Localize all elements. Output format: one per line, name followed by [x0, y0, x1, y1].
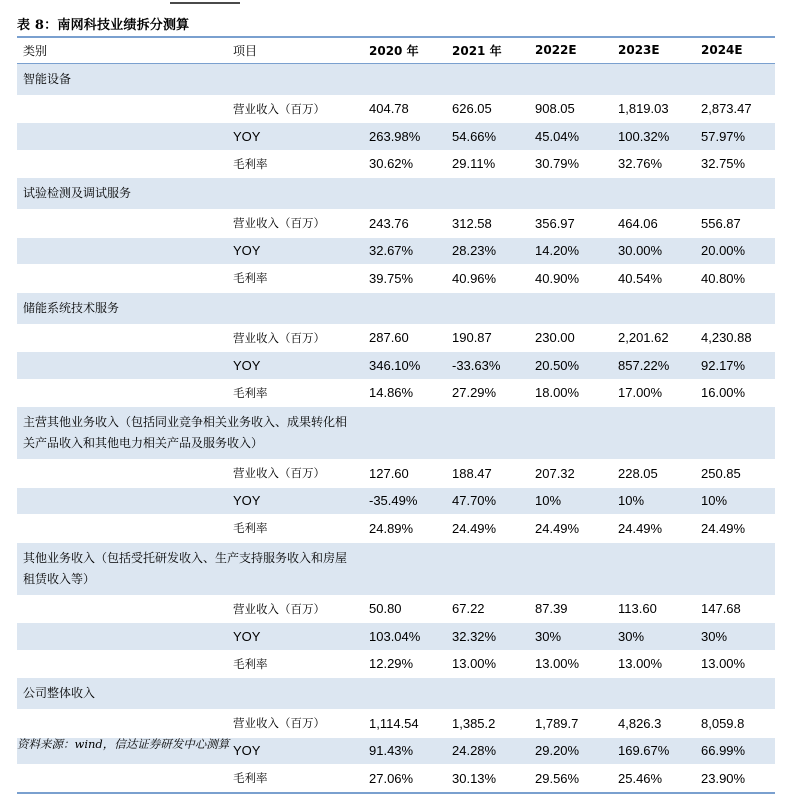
- value-cell: -35.49%: [369, 487, 452, 515]
- value-cell: 24.49%: [701, 515, 775, 543]
- value-cell: 10%: [535, 487, 618, 515]
- value-cell: 91.43%: [369, 737, 452, 765]
- empty-cell: [17, 487, 233, 515]
- empty-cell: [17, 210, 233, 238]
- row-item-label: 营业收入（百万）: [233, 95, 369, 123]
- value-cell: 356.97: [535, 210, 618, 238]
- value-cell: 20.50%: [535, 352, 618, 380]
- table-row: [17, 210, 775, 238]
- value-cell: 464.06: [618, 210, 701, 238]
- value-cell: 10%: [618, 487, 701, 515]
- row-item-label: 营业收入（百万）: [233, 324, 369, 352]
- value-cell: 57.97%: [701, 123, 775, 151]
- value-cell: 24.49%: [452, 515, 535, 543]
- value-cell: 50.80: [369, 595, 452, 623]
- category-text: 智能设备: [23, 71, 72, 86]
- value-cell: 16.00%: [701, 379, 775, 407]
- value-cell: 67.22: [452, 595, 535, 623]
- table-row: [17, 710, 775, 738]
- category-filler: [369, 678, 775, 710]
- category-text: 储能系统技术服务: [23, 300, 120, 315]
- table-row: [17, 623, 775, 651]
- table-row: [17, 595, 775, 623]
- table-row: [17, 150, 775, 178]
- category-label: [17, 178, 369, 210]
- value-cell: 190.87: [452, 324, 535, 352]
- value-cell: 556.87: [701, 210, 775, 238]
- category-row: [17, 407, 775, 460]
- table-body: [17, 63, 775, 793]
- table-row: [17, 324, 775, 352]
- value-cell: 2,873.47: [701, 95, 775, 123]
- row-item-label: 毛利率: [233, 379, 369, 407]
- category-text: 公司整体收入: [23, 686, 96, 700]
- empty-cell: [17, 710, 233, 738]
- value-cell: 14.86%: [369, 379, 452, 407]
- value-cell: 32.32%: [452, 623, 535, 651]
- value-cell: 13.00%: [452, 650, 535, 678]
- value-cell: 1,819.03: [618, 95, 701, 123]
- value-cell: 87.39: [535, 595, 618, 623]
- row-item-label: YOY: [233, 352, 369, 380]
- empty-cell: [17, 460, 233, 488]
- table-row: [17, 487, 775, 515]
- value-cell: 230.00: [535, 324, 618, 352]
- row-item-label: 毛利率: [233, 765, 369, 793]
- empty-cell: [17, 650, 233, 678]
- value-cell: 28.23%: [452, 237, 535, 265]
- header-category: 类别: [17, 37, 233, 63]
- row-item-label: 毛利率: [233, 650, 369, 678]
- row-item-label: YOY: [233, 123, 369, 151]
- category-filler: [369, 63, 775, 95]
- value-cell: 24.89%: [369, 515, 452, 543]
- header-year-2023e: 2023E: [618, 37, 701, 63]
- value-cell: 40.54%: [618, 265, 701, 293]
- empty-cell: [17, 123, 233, 151]
- value-cell: 908.05: [535, 95, 618, 123]
- empty-cell: [17, 379, 233, 407]
- value-cell: 54.66%: [452, 123, 535, 151]
- category-row: [17, 63, 775, 95]
- value-cell: 32.67%: [369, 237, 452, 265]
- value-cell: 4,230.88: [701, 324, 775, 352]
- value-cell: 23.90%: [701, 765, 775, 793]
- top-divider-fragment: [170, 0, 240, 4]
- category-label: [17, 292, 369, 324]
- value-cell: 45.04%: [535, 123, 618, 151]
- value-cell: 14.20%: [535, 237, 618, 265]
- header-year-2024e: 2024E: [701, 37, 775, 63]
- value-cell: 12.29%: [369, 650, 452, 678]
- value-cell: 103.04%: [369, 623, 452, 651]
- header-year-2021: 2021 年: [452, 37, 535, 63]
- value-cell: 24.28%: [452, 737, 535, 765]
- row-item-label: 营业收入（百万）: [233, 460, 369, 488]
- forecast-table: [17, 36, 775, 794]
- value-cell: 10%: [701, 487, 775, 515]
- empty-cell: [17, 595, 233, 623]
- source-note: 资料来源：wind，信达证券研发中心测算: [17, 737, 230, 751]
- category-row: [17, 292, 775, 324]
- table-row: [17, 265, 775, 293]
- value-cell: 24.49%: [618, 515, 701, 543]
- header-row: [17, 37, 775, 63]
- empty-cell: [17, 765, 233, 793]
- value-cell: 13.00%: [535, 650, 618, 678]
- value-cell: 2,201.62: [618, 324, 701, 352]
- value-cell: 1,114.54: [369, 710, 452, 738]
- value-cell: 100.32%: [618, 123, 701, 151]
- value-cell: 17.00%: [618, 379, 701, 407]
- value-cell: 13.00%: [701, 650, 775, 678]
- value-cell: 1,385.2: [452, 710, 535, 738]
- category-text: 试验检测及调试服务: [23, 186, 132, 200]
- value-cell: 29.11%: [452, 150, 535, 178]
- category-filler: [369, 178, 775, 210]
- value-cell: 25.46%: [618, 765, 701, 793]
- category-row: [17, 542, 775, 595]
- value-cell: 27.29%: [452, 379, 535, 407]
- value-cell: 30%: [535, 623, 618, 651]
- value-cell: 312.58: [452, 210, 535, 238]
- table-row: [17, 460, 775, 488]
- value-cell: 27.06%: [369, 765, 452, 793]
- category-text: 主营其他业务收入（包括同业竞争相关业务收入、成果转化相关产品收入和其他电力相关产品及服务收入）: [23, 415, 348, 450]
- category-filler: [369, 292, 775, 324]
- row-item-label: 毛利率: [233, 515, 369, 543]
- empty-cell: [17, 95, 233, 123]
- value-cell: 66.99%: [701, 737, 775, 765]
- value-cell: 30%: [618, 623, 701, 651]
- value-cell: 287.60: [369, 324, 452, 352]
- header-year-2022e: 2022E: [535, 37, 618, 63]
- value-cell: 626.05: [452, 95, 535, 123]
- empty-cell: [17, 265, 233, 293]
- category-label: [17, 63, 369, 95]
- value-cell: 32.75%: [701, 150, 775, 178]
- table-row: [17, 123, 775, 151]
- table-row: [17, 237, 775, 265]
- empty-cell: [17, 324, 233, 352]
- table-row: [17, 650, 775, 678]
- value-cell: -33.63%: [452, 352, 535, 380]
- table-row: [17, 95, 775, 123]
- value-cell: 30%: [701, 623, 775, 651]
- category-label: [17, 678, 369, 710]
- row-item-label: YOY: [233, 623, 369, 651]
- value-cell: 20.00%: [701, 237, 775, 265]
- value-cell: 113.60: [618, 595, 701, 623]
- value-cell: 243.76: [369, 210, 452, 238]
- value-cell: 32.76%: [618, 150, 701, 178]
- row-item-label: 营业收入（百万）: [233, 595, 369, 623]
- value-cell: 40.90%: [535, 265, 618, 293]
- empty-cell: [17, 150, 233, 178]
- value-cell: 207.32: [535, 460, 618, 488]
- value-cell: 1,789.7: [535, 710, 618, 738]
- value-cell: 18.00%: [535, 379, 618, 407]
- value-cell: 127.60: [369, 460, 452, 488]
- value-cell: 30.13%: [452, 765, 535, 793]
- row-item-label: 毛利率: [233, 150, 369, 178]
- value-cell: 147.68: [701, 595, 775, 623]
- empty-cell: [17, 515, 233, 543]
- value-cell: 30.62%: [369, 150, 452, 178]
- value-cell: 188.47: [452, 460, 535, 488]
- value-cell: 13.00%: [618, 650, 701, 678]
- row-item-label: YOY: [233, 487, 369, 515]
- table-row: [17, 352, 775, 380]
- header-item: 项目: [233, 37, 369, 63]
- value-cell: 30.00%: [618, 237, 701, 265]
- value-cell: 4,826.3: [618, 710, 701, 738]
- table-title: 表 8：南网科技业绩拆分测算: [17, 18, 190, 33]
- value-cell: 29.20%: [535, 737, 618, 765]
- value-cell: 404.78: [369, 95, 452, 123]
- row-item-label: YOY: [233, 237, 369, 265]
- row-item-label: 毛利率: [233, 265, 369, 293]
- table-row: [17, 379, 775, 407]
- row-item-label: YOY: [233, 737, 369, 765]
- value-cell: 92.17%: [701, 352, 775, 380]
- value-cell: 169.67%: [618, 737, 701, 765]
- category-label: [17, 542, 369, 595]
- value-cell: 24.49%: [535, 515, 618, 543]
- empty-cell: [17, 237, 233, 265]
- header-year-2020: 2020 年: [369, 37, 452, 63]
- value-cell: 40.80%: [701, 265, 775, 293]
- category-label: [17, 407, 369, 460]
- category-filler: [369, 542, 775, 595]
- value-cell: 8,059.8: [701, 710, 775, 738]
- value-cell: 39.75%: [369, 265, 452, 293]
- table-row: [17, 765, 775, 793]
- value-cell: 857.22%: [618, 352, 701, 380]
- value-cell: 263.98%: [369, 123, 452, 151]
- empty-cell: [17, 623, 233, 651]
- row-item-label: 营业收入（百万）: [233, 210, 369, 238]
- value-cell: 29.56%: [535, 765, 618, 793]
- category-filler: [369, 407, 775, 460]
- category-row: [17, 678, 775, 710]
- value-cell: 346.10%: [369, 352, 452, 380]
- value-cell: 228.05: [618, 460, 701, 488]
- value-cell: 47.70%: [452, 487, 535, 515]
- value-cell: 40.96%: [452, 265, 535, 293]
- row-item-label: 营业收入（百万）: [233, 710, 369, 738]
- value-cell: 250.85: [701, 460, 775, 488]
- category-row: [17, 178, 775, 210]
- category-text: 其他业务收入（包括受托研发收入、生产支持服务收入和房屋租赁收入等）: [23, 550, 348, 586]
- table-row: [17, 515, 775, 543]
- empty-cell: [17, 352, 233, 380]
- value-cell: 30.79%: [535, 150, 618, 178]
